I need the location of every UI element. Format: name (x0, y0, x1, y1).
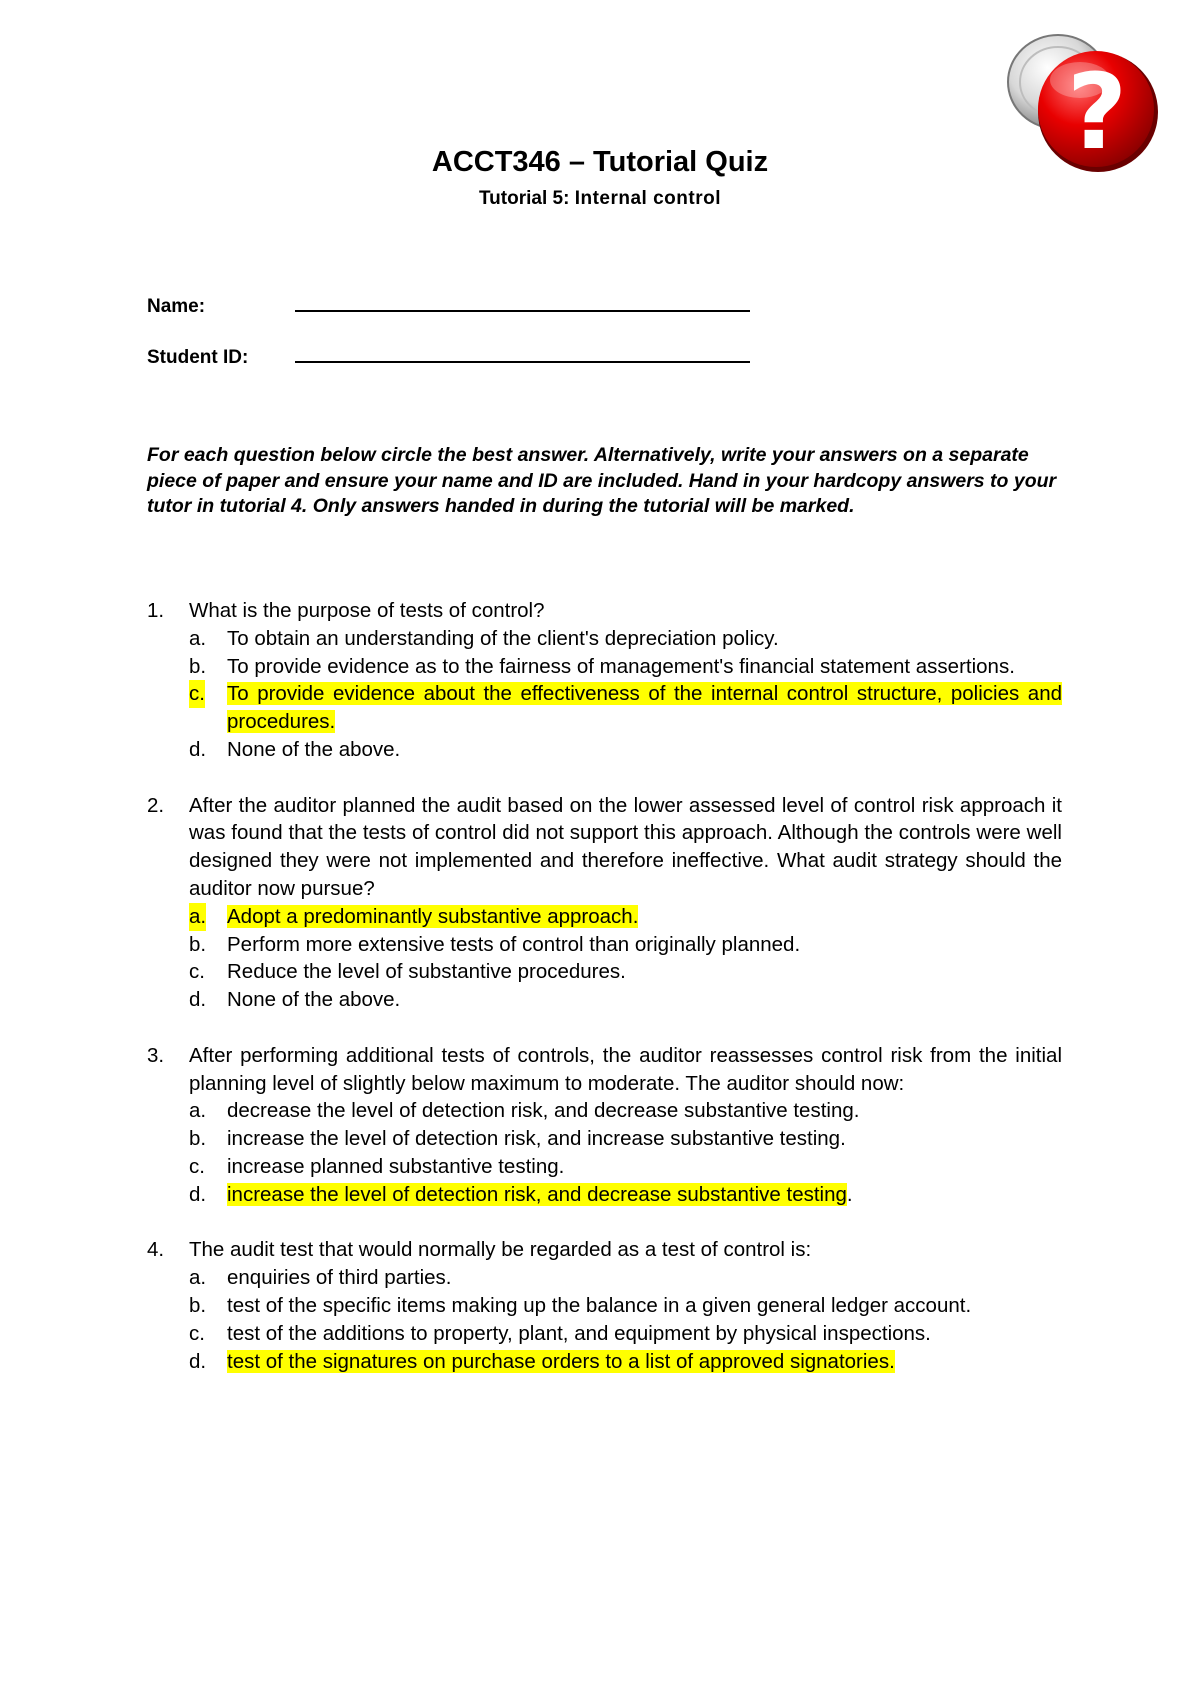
question-3 (147, 1042, 1062, 1209)
question-number: 2. (147, 793, 165, 817)
option-list (189, 1097, 1062, 1208)
option-d[interactable] (189, 986, 1062, 1014)
option-d[interactable] (189, 736, 1062, 764)
option-text: increase the level of detection risk, and decrease substantive testing (227, 1182, 847, 1206)
option-letter: c. (189, 680, 205, 708)
option-letter: b. (189, 1127, 207, 1151)
option-b[interactable] (189, 653, 1062, 681)
option-text: increase the level of detection risk, and increase substantive testing. (227, 1127, 846, 1151)
question-list (147, 597, 1062, 1403)
option-text: Adopt a predominantly substantive approach. (227, 904, 639, 928)
name-label: Name: (147, 296, 206, 317)
question-text: The audit test that would normally be regarded as a test of control is: (189, 1238, 812, 1262)
option-letter: d. (189, 737, 207, 761)
page-subtitle (0, 188, 1200, 210)
option-c[interactable] (189, 1320, 1062, 1348)
option-letter: a. (189, 626, 207, 650)
option-a-highlighted[interactable] (189, 903, 1062, 931)
option-d-highlighted[interactable] (189, 1181, 1062, 1209)
option-letter: d. (189, 1182, 207, 1206)
option-letter: a. (189, 1099, 207, 1123)
option-letter: b. (189, 1293, 207, 1317)
option-text: increase planned substantive testing. (227, 1154, 565, 1178)
question-text: After the auditor planned the audit based on the lower assessed level of control risk approach it was found that the tests of control did not support this approach. Although the controls were well designed they were not implemented and therefore ineffective. What audit strategy should the auditor now pursue? (189, 793, 1062, 900)
option-b[interactable] (189, 1292, 1062, 1320)
subtitle-topic: Internal control (574, 188, 721, 209)
question-number: 1. (147, 599, 165, 622)
option-a[interactable] (189, 1097, 1062, 1125)
name-blank-line[interactable] (295, 292, 750, 312)
page-title: ACCT346 – Tutorial Quiz (431, 146, 769, 178)
question-1 (147, 597, 1062, 764)
option-c-highlighted[interactable] (189, 680, 1062, 736)
option-b[interactable] (189, 1125, 1062, 1153)
option-text: To obtain an understanding of the client's depreciation policy. (227, 626, 779, 650)
option-text: test of the signatures on purchase orders to a list of approved signatories. (227, 1349, 895, 1373)
question-text: After performing additional tests of controls, the auditor reassesses control risk from the initial planning level of slightly below maximum to moderate. The auditor should now: (189, 1043, 1062, 1095)
option-letter: d. (189, 988, 207, 1012)
option-text: To provide evidence about the effectiveness of the internal control structure, policies and procedures. (227, 682, 1062, 734)
option-d-highlighted[interactable] (189, 1348, 1062, 1376)
option-letter: d. (189, 1349, 207, 1373)
question-4 (147, 1236, 1062, 1375)
question-number: 4. (147, 1238, 165, 1262)
option-text: Perform more extensive tests of control than originally planned. (227, 932, 801, 956)
option-text: None of the above. (227, 988, 401, 1012)
option-text: test of the specific items making up the balance in a given general ledger account. (227, 1293, 972, 1317)
option-c[interactable] (189, 958, 1062, 986)
option-text: Reduce the level of substantive procedures. (227, 960, 626, 984)
option-c[interactable] (189, 1153, 1062, 1181)
question-2 (147, 792, 1062, 1014)
option-letter: c. (189, 960, 205, 984)
option-text: decrease the level of detection risk, and decrease substantive testing. (227, 1099, 860, 1123)
svg-text:?: ? (1066, 51, 1128, 173)
question-number: 3. (147, 1043, 165, 1067)
option-letter: c. (189, 1321, 205, 1345)
option-text: enquiries of third parties. (227, 1266, 452, 1290)
student-id-label: Student ID: (147, 347, 249, 368)
name-field (147, 292, 750, 318)
option-text: test of the additions to property, plant, and equipment by physical inspections. (227, 1321, 931, 1345)
option-b[interactable] (189, 931, 1062, 959)
student-id-blank-line[interactable] (295, 343, 750, 363)
option-a[interactable] (189, 625, 1062, 653)
option-letter: b. (189, 654, 207, 678)
subtitle-prefix: Tutorial 5: (478, 188, 575, 209)
option-a[interactable] (189, 1264, 1062, 1292)
question-text: What is the purpose of tests of control? (189, 599, 545, 622)
option-list (189, 903, 1062, 1014)
option-letter: c. (189, 1154, 205, 1178)
student-id-field (147, 343, 750, 369)
option-letter: a. (189, 1266, 207, 1290)
option-letter: a. (189, 903, 206, 931)
option-text: None of the above. (227, 737, 401, 761)
option-list (189, 625, 1062, 764)
instructions: For each question below circle the best answer. Alternatively, write your answers on a separate piece of paper and ensure your name and ID are included. Hand in your hardcopy answers to your tutor in tutorial 4. Only answers handed in during the tutorial will be marked. (147, 444, 1057, 517)
option-suffix: . (846, 1182, 853, 1206)
option-list (189, 1264, 1062, 1375)
option-text: To provide evidence as to the fairness of management's financial statement assertions. (227, 654, 1015, 678)
option-letter: b. (189, 932, 207, 956)
